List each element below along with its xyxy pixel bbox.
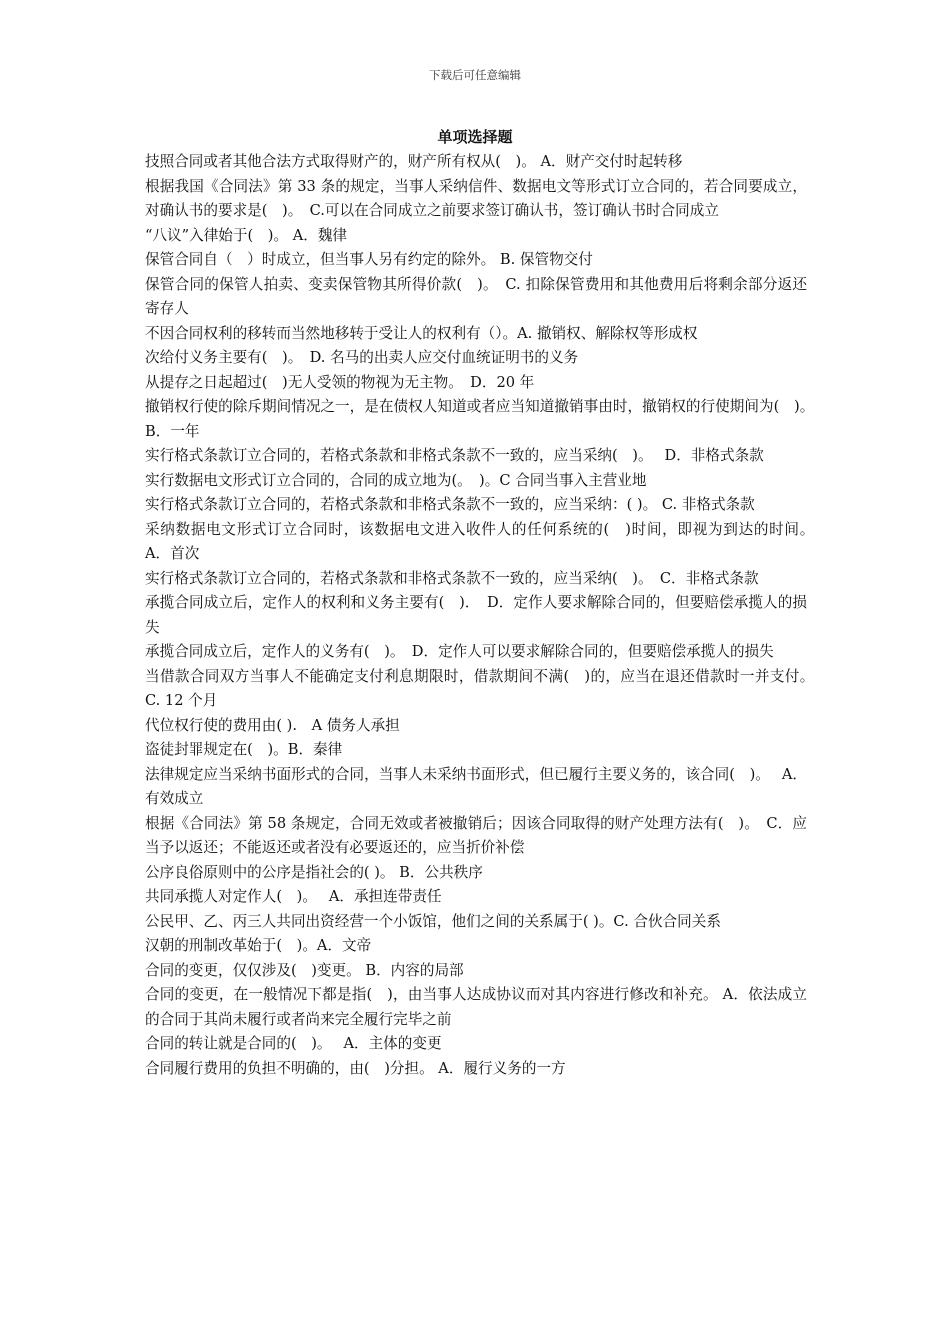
page-header: 下载后可任意编辑: [429, 68, 521, 82]
question-item: 承揽合同成立后，定作人的权利和义务主要有( )． D．定作人要求解除合同的，但要赔偿承揽人的损失: [145, 594, 807, 636]
question-item: 采纳数据电文形式订立合同时，该数据电文进入收件人的任何系统的( )时间，即视为到达的时间。 A．首次: [145, 520, 827, 562]
question-item: 盗徒封罪规定在( )。B．秦律: [145, 741, 343, 758]
document-title: 单项选择题: [437, 128, 513, 146]
question-list: [145, 150, 827, 1081]
question-item: 实行格式条款订立合同的，若格式条款和非格式条款不一致的，应当采纳( )。 C．非格式条款: [145, 569, 759, 587]
question-item: 代位权行使的费用由( ). A 债务人承担: [145, 716, 400, 734]
question-item: 法律规定应当采纳书面形式的合同，当事人未采纳书面形式，但已履行主要义务的，该合同( )。 A．有效成立: [145, 765, 807, 807]
question-item: “八议”入律始于( )。 A．魏律: [145, 226, 348, 244]
question-item: 合同的转让就是合同的( )。 A．主体的变更: [145, 1035, 442, 1052]
question-item: 汉朝的刑制改革始于( )。A．文帝: [145, 937, 372, 954]
question-item: 承揽合同成立后，定作人的义务有( )。 D．定作人可以要求解除合同的，但要赔偿承揽人的损失: [145, 643, 774, 660]
question-item: 撤销权行使的除斥期间情况之一，是在债权人知道或者应当知道撤销事由时，撤销权的行使期间为( )。 B．一年: [145, 398, 827, 440]
question-item: 不因合同权利的移转而当然地移转于受让人的权利有（）。A. 撤销权、解除权等形成权: [145, 324, 698, 342]
question-item: 合同履行费用的负担不明确的，由( )分担。 A．履行义务的一方: [145, 1059, 566, 1077]
question-item: 合同的变更，仅仅涉及( )变更。 B．内容的局部: [145, 961, 464, 979]
question-item: 公序良俗原则中的公序是指社会的( )。 B．公共秩序: [145, 863, 483, 881]
question-item: 共同承揽人对定作人( )。 A．承担连带责任: [145, 888, 442, 905]
question-item: 公民甲、乙、丙三人共同出资经营一个小饭馆，他们之间的关系属于( )。C. 合伙合同关系: [145, 912, 721, 930]
question-item: 当借款合同双方当事人不能确定支付利息期限时，借款期间不满( )的，应当在退还借款时一并支付。 C. 12 个月: [145, 667, 827, 709]
question-item: 保管合同的保管人拍卖、变卖保管物其所得价款( )。 C. 扣除保管费用和其他费用后将剩余部分返还寄存人: [145, 275, 807, 317]
question-item: 实行格式条款订立合同的，若格式条款和非格式条款不一致的，应当采纳：( )。 C. 非格式条款: [145, 496, 755, 513]
question-item: 实行格式条款订立合同的，若格式条款和非格式条款不一致的，应当采纳( )。 D．非格式条款: [145, 447, 764, 464]
question-item: 从提存之日起超过( )无人受领的物视为无主物。 D．20 年: [145, 373, 535, 391]
question-item: 实行数据电文形式订立合同的，合同的成立地为(。 )。C 合同当事入主营业地: [145, 471, 647, 489]
question-item: 技照合同或者其他合法方式取得财产的，财产所有权从( )。 A．财产交付时起转移: [145, 153, 683, 170]
question-item: 根据《合同法》第 58 条规定，合同无效或者被撤销后；因该合同取得的财产处理方法有( )。 C．应当予以返还；不能返还或者没有必要返还的，应当折价补偿: [145, 814, 807, 856]
question-item: 合同的变更，在一般情况下都是指( )，由当事人达成协议而对其内容进行修改和补充。 A．依法成立的合同于其尚未履行或者尚来完全履行完毕之前: [145, 986, 807, 1028]
question-item: 根据我国《合同法》第 33 条的规定，当事人采纳信件、数据电文等形式订立合同的，若合同要成立，对确认书的要求是( )。 C.可以在合同成立之前要求签订确认书，签订确认书时合同成立: [145, 177, 807, 219]
question-item: 保管合同自（ ）时成立，但当事人另有约定的除外。 B. 保管物交付: [145, 251, 593, 268]
question-item: 次给付义务主要有( )。 D. 名马的出卖人应交付血统证明书的义务: [145, 349, 579, 366]
